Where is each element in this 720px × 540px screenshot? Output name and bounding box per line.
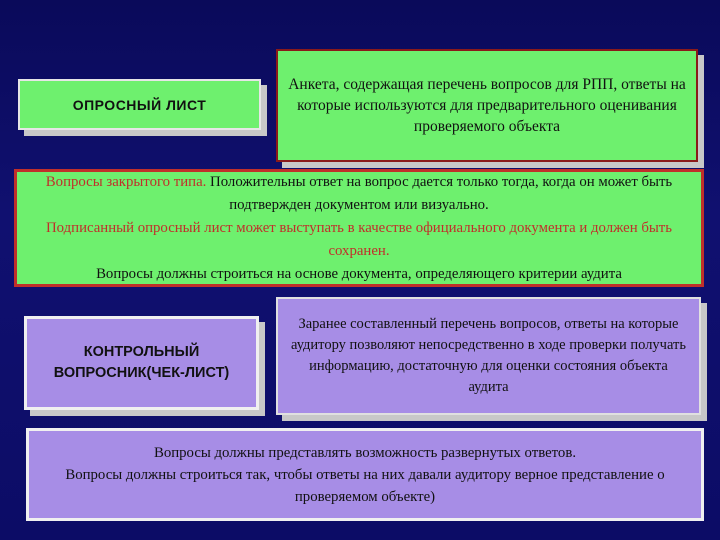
open-questions-box bbox=[26, 428, 704, 521]
questionnaire-title: ОПРОСНЫЙ ЛИСТ bbox=[72, 96, 207, 113]
questionnaire-title-box bbox=[18, 79, 261, 130]
signed-questionnaire-note: Подписанный опросный лист может выступать в качестве официального документа и должен быть сохранен. bbox=[45, 219, 673, 259]
open-questions-line1: Вопросы должны представлять возможность развернутых ответов. bbox=[153, 444, 577, 461]
questionnaire-definition: Анкета, содержащая перечень вопросов для РПП, ответы на которые используются для предварительного оценивания проверяемого объекта bbox=[288, 76, 686, 135]
closed-questions-line1 bbox=[17, 171, 701, 217]
open-questions-line2: Вопросы должны строиться так, чтобы ответы на них давали аудитору верное представление о проверяемом объекте) bbox=[65, 466, 665, 505]
checklist-title-box bbox=[24, 316, 259, 410]
checklist-definition-box bbox=[276, 297, 701, 415]
questionnaire-definition-box bbox=[276, 49, 698, 162]
closed-questions-rule: Положительны ответ на вопрос дается только тогда, когда он может быть подтвержден документом или визуально. bbox=[206, 173, 673, 213]
checklist-definition: Заранее составленный перечень вопросов, ответы на которые аудитору позволяют непосредственно в ходе проверки получать информацию, достаточную для оценки состояния объекта аудита bbox=[291, 316, 686, 395]
audit-criteria-note: Вопросы должны строиться на основе документа, определяющего критерии аудита bbox=[96, 265, 622, 282]
closed-questions-box bbox=[14, 169, 704, 287]
closed-questions-heading: Вопросы закрытого типа. bbox=[45, 173, 207, 190]
checklist-title: КОНТРОЛЬНЫЙ ВОПРОСНИК(ЧЕК-ЛИСТ) bbox=[53, 344, 230, 381]
